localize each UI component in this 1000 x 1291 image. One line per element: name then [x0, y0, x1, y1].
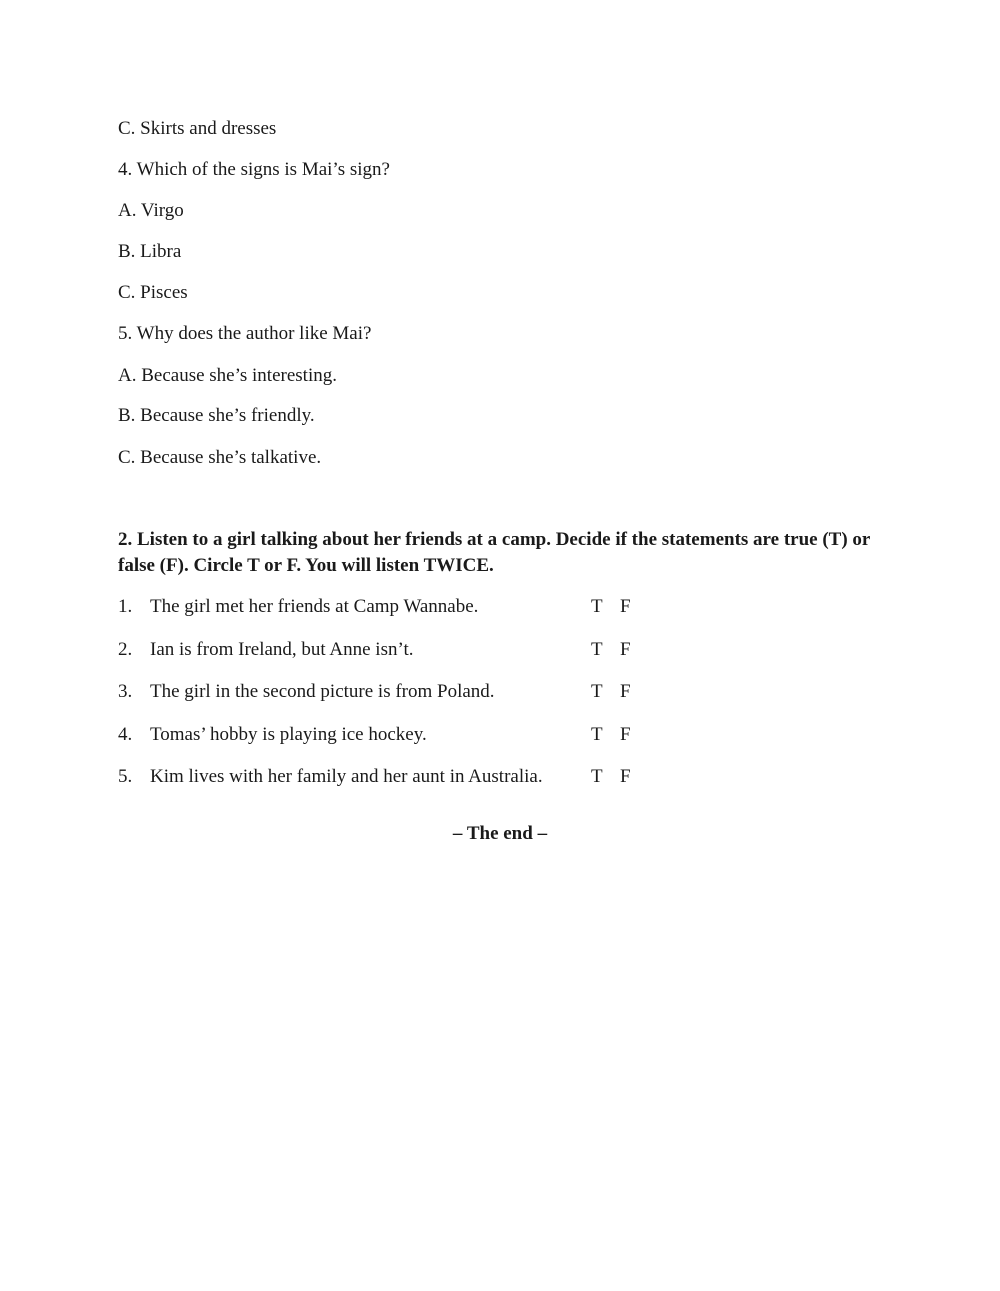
statement-number: 5.: [118, 766, 133, 787]
true-option[interactable]: T: [591, 639, 603, 660]
statement-row: [118, 680, 658, 704]
statement-number: 4.: [118, 724, 133, 745]
statement-number: 2.: [118, 639, 133, 660]
statement-text: Tomas’ hobby is playing ice hockey.: [150, 724, 427, 745]
option-5a: A. Because she’s interesting.: [118, 365, 337, 386]
statement-row: [118, 723, 658, 747]
option-4b: B. Libra: [118, 241, 182, 262]
statement-text: Kim lives with her family and her aunt in Australia.: [150, 766, 543, 787]
option-3c: C. Skirts and dresses: [118, 118, 277, 139]
true-option[interactable]: T: [591, 766, 603, 787]
section-2-heading: 2. Listen to a girl talking about her friends at a camp. Decide if the statements are true (T) or false (F). Circle T or F. You will listen TWICE.: [118, 529, 870, 576]
false-option[interactable]: F: [620, 596, 631, 617]
statement-text: The girl in the second picture is from Poland.: [150, 681, 495, 702]
statement-row: [118, 765, 658, 789]
true-option[interactable]: T: [591, 681, 603, 702]
false-option[interactable]: F: [620, 681, 631, 702]
question-5: 5. Why does the author like Mai?: [118, 323, 372, 344]
statement-number: 3.: [118, 681, 133, 702]
option-5b: B. Because she’s friendly.: [118, 405, 315, 426]
statement-text: The girl met her friends at Camp Wannabe.: [150, 596, 479, 617]
option-5c: C. Because she’s talkative.: [118, 447, 322, 468]
the-end-footer: – The end –: [452, 823, 548, 844]
true-option[interactable]: T: [591, 724, 603, 745]
false-option[interactable]: F: [620, 766, 631, 787]
statement-row: [118, 595, 658, 619]
option-4a: A. Virgo: [118, 200, 184, 221]
statement-number: 1.: [118, 596, 133, 617]
question-4: 4. Which of the signs is Mai’s sign?: [118, 159, 390, 180]
false-option[interactable]: F: [620, 724, 631, 745]
statement-text: Ian is from Ireland, but Anne isn’t.: [150, 639, 414, 660]
option-4c: C. Pisces: [118, 282, 188, 303]
statement-row: [118, 638, 658, 662]
false-option[interactable]: F: [620, 639, 631, 660]
true-option[interactable]: T: [591, 596, 603, 617]
